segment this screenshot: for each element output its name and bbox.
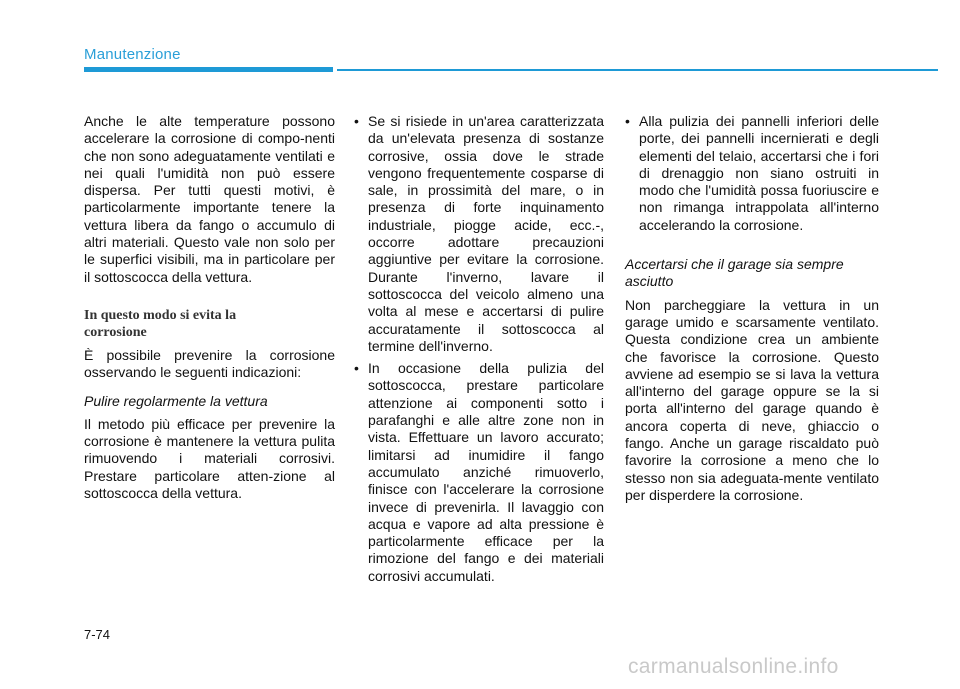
header-rule (337, 69, 938, 71)
watermark: carmanualsonline.info (628, 655, 839, 678)
garage-paragraph: Non parcheggiare la vettura in un garage umido e scarsamente ventilato. Questa condizione crea un ambiente che favorisce la corrosione. Questo avviene ad esempio se si lava la vettura all'interno del garage oppure se la si porta all'interno del garage quando è ancora coperta di neve, ghiaccio o fango. Anche un garage riscaldato può favorire la corrosione a meno che lo stesso non sia adeguata-mente ventilato per disperdere la corrosione. (625, 296, 879, 503)
header-accent-bar (84, 67, 333, 72)
list-item (354, 113, 604, 355)
column-left (84, 113, 335, 502)
corrosion-prevention-heading-line2: corrosione (84, 324, 147, 340)
intro-paragraph: Anche le alte temperature possono accelerare la corrosione di compo-nenti che non sono adeguatamente ventilati e nei quali l'umidità non può essere dispersa. Per tutti questi motivi, è particolarmente importante tenere la vettura libera da fango o accumulo di altri materiali. Questo vale non solo per le superfici visibili, ma in particolare per il sottoscocca della vettura. (84, 113, 335, 285)
bullet-icon: • (354, 360, 359, 377)
underbody-cleaning-paragraph: In occasione della pulizia del sottoscocca, prestare particolare attenzione ai componenti sotto i parafanghi e alle altre zone non in vista. Effettuare un lavoro accurato; limitarsi ad inumidire il fango accumulato anziché rimuoverlo, finisce con l'accelerare la corrosione invece di prevenirla. Il lavaggio con acqua e vapore ad alta pressione è particolarmente efficace per la rimozione del fango e dei materiali corrosivi accumulati. (368, 360, 604, 584)
clean-vehicle-subheading: Pulire regolarmente la vettura (84, 392, 268, 409)
cleaning-paragraph: Il metodo più efficace per prevenire la corrosione è mantenere la vettura pulita rimuovendo i materiali corrosivi. Prestare particolare atten-zione al sottoscocca della vettura. (84, 415, 335, 502)
column-middle (354, 113, 604, 590)
bullet-icon: • (625, 113, 630, 129)
column-right (625, 113, 879, 504)
bullet-icon: • (354, 113, 359, 129)
drain-holes-paragraph: Alla pulizia dei pannelli inferiori delle porte, dei pannelli incernierati e degli elementi del telaio, accertarsi che i fori di drenaggio non siano ostruiti in modo che l'umidità possa fuoriuscire e non rimanga intrappolata all'interno accelerando la corrosione. (639, 113, 879, 233)
page-number: 7-74 (84, 627, 111, 642)
corrosive-area-paragraph: Se si risiede in un'area caratterizzata da un'elevata presenza di sostanze corrosive, ossia dove le strade vengono frequentemente cosparse di sale, in prossimità del mare, o in presenza di forte inquinamento industriale, piogge acide, ecc.-, occorre adottare precauzioni aggiuntive per evitare la corrosione. Durante l'inverno, lavare il sottoscocca del veicolo almeno una volta al mese e accertarsi di pulire accuratamente il sottoscocca al termine dell'inverno. (368, 113, 604, 354)
corrosion-prevention-heading-line1: In questo modo si evita la (84, 307, 237, 323)
section-title: Manutenzione (84, 46, 181, 63)
list-item (625, 113, 879, 234)
list-item (354, 360, 604, 585)
dry-garage-subheading: Accertarsi che il garage sia sempre asciutto (625, 256, 844, 290)
prevention-paragraph: È possibile prevenire la corrosione osservando le seguenti indicazioni: (84, 346, 335, 381)
corrosion-prevention-heading (84, 307, 335, 341)
